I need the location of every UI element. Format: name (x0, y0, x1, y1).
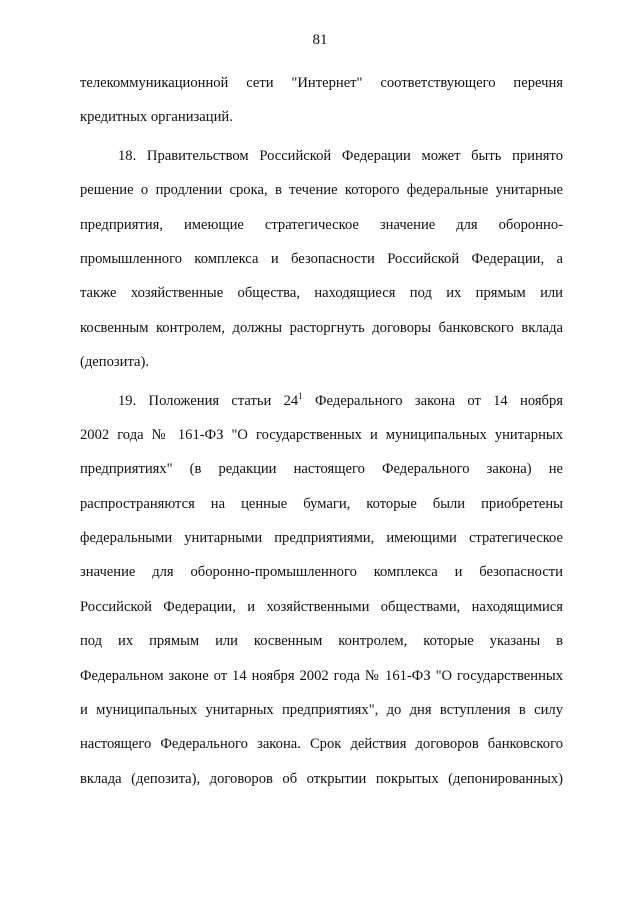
paragraph-17-tail (80, 66, 563, 135)
superscript: 1 (298, 390, 303, 401)
paragraph-18 (80, 139, 563, 380)
text-line: предприятия, имеющие стратегическое значение для оборонно- (80, 216, 563, 233)
text-line (80, 384, 563, 418)
document-body (80, 66, 563, 796)
text-line: 2002 года № 161-ФЗ "О государственных и муниципальных унитарных (80, 426, 563, 443)
text-line: кредитных организаций. (80, 109, 233, 126)
text-line: 18. Правительством Российской Федерации может быть принято (118, 147, 563, 164)
text-line: косвенным контролем, должны расторгнуть договоры банковского вклада (80, 319, 563, 336)
text-line: и муниципальных унитарных предприятиях", до дня вступления в силу (80, 702, 563, 719)
text-fragment: Федерального закона от 14 ноября (302, 392, 563, 409)
text-line: значение для оборонно-промышленного комплекса и безопасности (80, 564, 563, 581)
text-fragment: 19. Положения статьи 24 (118, 392, 299, 409)
text-line: Федеральном законе от 14 ноября 2002 года № 161-ФЗ "О государственных (80, 667, 563, 684)
text-line: под их прямым или косвенным контролем, которые указаны в (80, 633, 563, 650)
text-line: предприятиях" (в редакции настоящего Федерального закона) не (80, 461, 563, 478)
text-line: решение о продлении срока, в течение которого федеральные унитарные (80, 182, 563, 199)
text-line: настоящего Федерального закона. Срок действия договоров банковского (80, 736, 563, 753)
text-line: (депозита). (80, 354, 149, 371)
text-line: распространяются на ценные бумаги, которые были приобретены (80, 495, 563, 512)
text-line: федеральными унитарными предприятиями, имеющими стратегическое (80, 530, 563, 547)
text-line: также хозяйственные общества, находящиеся под их прямым или (80, 285, 563, 302)
page-number: 81 (312, 32, 328, 48)
text-line: Российской Федерации, и хозяйственными обществами, находящимися (80, 598, 563, 615)
paragraph-19 (80, 384, 563, 797)
text-line: вклада (депозита), договоров об открытии покрытых (депонированных) (80, 770, 563, 787)
text-line: телекоммуникационной сети "Интернет" соответствующего перечня (80, 75, 563, 91)
text-line: промышленного комплекса и безопасности Российской Федерации, а (80, 250, 563, 267)
